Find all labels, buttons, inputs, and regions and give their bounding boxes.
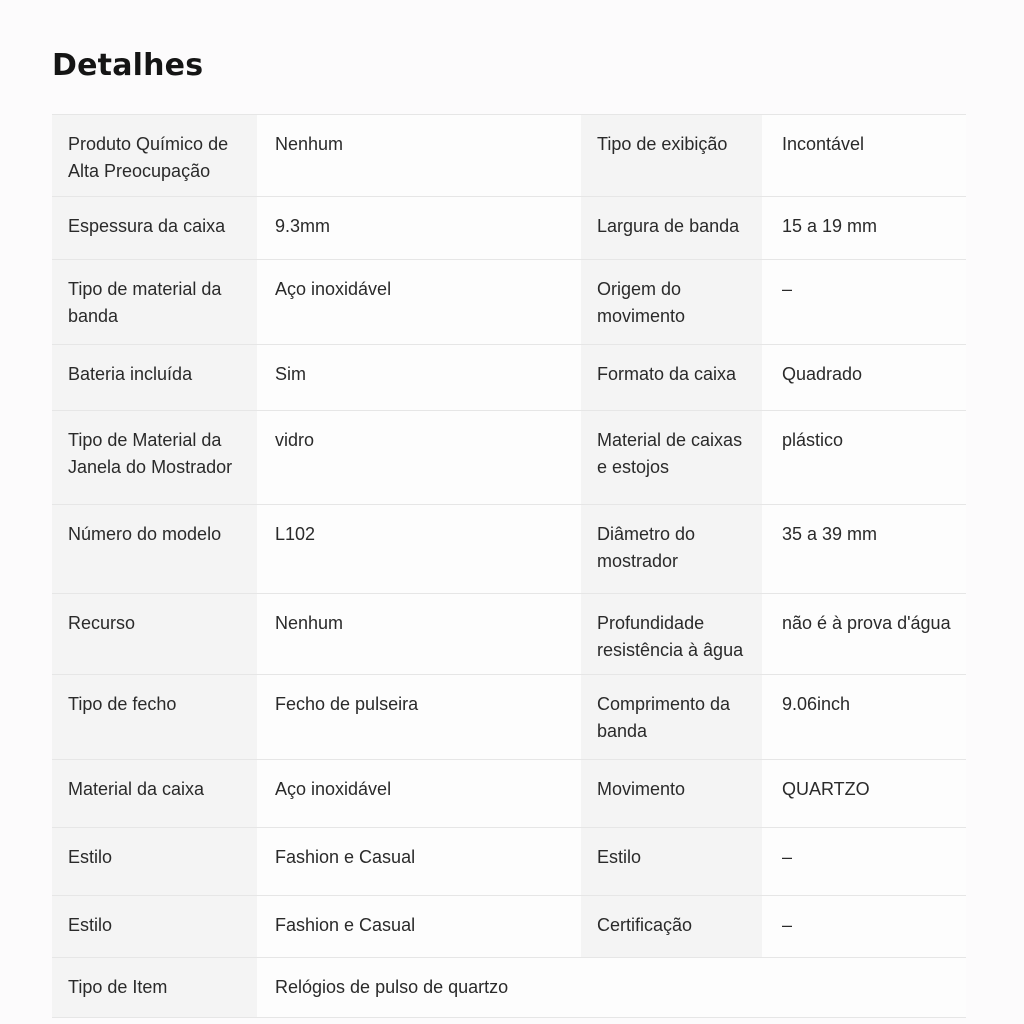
spec-value: 35 a 39 mm [762, 505, 966, 594]
spec-label: Comprimento da banda [581, 675, 762, 760]
table-row [52, 958, 966, 1018]
table-row [52, 760, 966, 828]
spec-label: Tipo de material da banda [52, 260, 257, 345]
spec-label: Tipo de exibição [581, 115, 762, 197]
spec-label: Número do modelo [52, 505, 257, 594]
spec-value: Aço inoxidável [257, 760, 581, 828]
table-row [52, 345, 966, 411]
spec-value: Fashion e Casual [257, 828, 581, 896]
spec-label: Certificação [581, 896, 762, 958]
spec-label: Bateria incluída [52, 345, 257, 411]
spec-value: vidro [257, 411, 581, 505]
table-row [52, 594, 966, 675]
spec-value: Incontável [762, 115, 966, 197]
spec-label: Estilo [581, 828, 762, 896]
spec-label: Estilo [52, 896, 257, 958]
spec-value: – [762, 260, 966, 345]
table-row [52, 828, 966, 896]
spec-value: 9.06inch [762, 675, 966, 760]
table-row [52, 260, 966, 345]
table-row [52, 505, 966, 594]
spec-label: Profundidade resistência à âgua [581, 594, 762, 675]
spec-label: Estilo [52, 828, 257, 896]
page-title: Detalhes [52, 48, 204, 83]
spec-value: – [762, 896, 966, 958]
spec-label: Formato da caixa [581, 345, 762, 411]
table-row [52, 197, 966, 260]
spec-label: Tipo de Material da Janela do Mostrador [52, 411, 257, 505]
spec-value: Nenhum [257, 594, 581, 675]
spec-value: Sim [257, 345, 581, 411]
spec-value: Fecho de pulseira [257, 675, 581, 760]
specs-table [52, 114, 966, 1018]
table-row [52, 675, 966, 760]
spec-label: Movimento [581, 760, 762, 828]
spec-value: Quadrado [762, 345, 966, 411]
spec-value: QUARTZO [762, 760, 966, 828]
spec-label: Origem do movimento [581, 260, 762, 345]
table-row [52, 115, 966, 197]
spec-value: Relógios de pulso de quartzo [257, 958, 966, 1018]
spec-value: não é à prova d'água [762, 594, 966, 675]
spec-label: Espessura da caixa [52, 197, 257, 260]
spec-label: Diâmetro do mostrador [581, 505, 762, 594]
spec-value: Nenhum [257, 115, 581, 197]
spec-value: 9.3mm [257, 197, 581, 260]
table-row [52, 411, 966, 505]
spec-label: Material da caixa [52, 760, 257, 828]
spec-value: Aço inoxidável [257, 260, 581, 345]
spec-label: Material de caixas e estojos [581, 411, 762, 505]
spec-label: Produto Químico de Alta Preocupação [52, 115, 257, 197]
spec-value: plástico [762, 411, 966, 505]
spec-value: Fashion e Casual [257, 896, 581, 958]
spec-label: Recurso [52, 594, 257, 675]
spec-value: – [762, 828, 966, 896]
spec-value: L102 [257, 505, 581, 594]
table-row [52, 896, 966, 958]
spec-label: Tipo de Item [52, 958, 257, 1018]
spec-value: 15 a 19 mm [762, 197, 966, 260]
spec-label: Tipo de fecho [52, 675, 257, 760]
spec-label: Largura de banda [581, 197, 762, 260]
